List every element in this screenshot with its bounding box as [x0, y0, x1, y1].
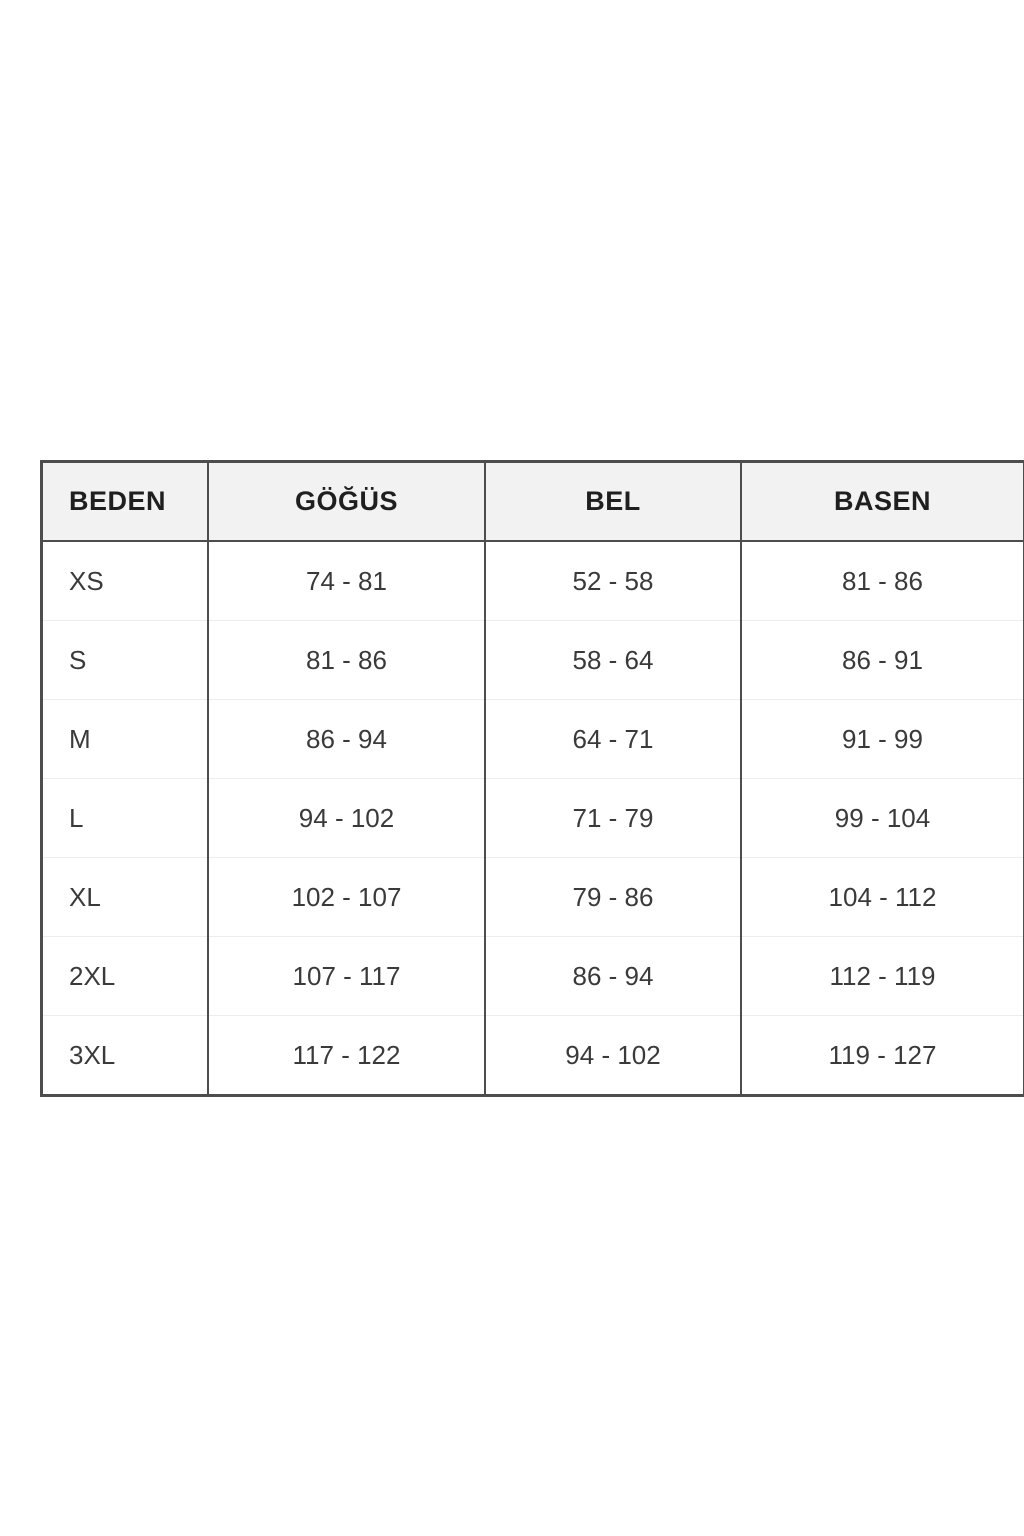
cell-hips: 119 - 127: [741, 1016, 1024, 1096]
size-chart-header: [42, 462, 1024, 542]
header-chest: GÖĞÜS: [208, 462, 485, 542]
cell-size: XL: [42, 858, 209, 937]
cell-chest: 86 - 94: [208, 700, 485, 779]
header-waist: BEL: [485, 462, 741, 542]
cell-waist: 71 - 79: [485, 779, 741, 858]
cell-hips: 112 - 119: [741, 937, 1024, 1016]
cell-hips: 99 - 104: [741, 779, 1024, 858]
table-row: [42, 700, 1024, 779]
header-size: BEDEN: [42, 462, 209, 542]
cell-chest: 102 - 107: [208, 858, 485, 937]
size-chart-table: [40, 460, 1024, 1097]
cell-waist: 94 - 102: [485, 1016, 741, 1096]
cell-size: 2XL: [42, 937, 209, 1016]
table-row: [42, 541, 1024, 621]
table-row: [42, 1016, 1024, 1096]
table-row: [42, 858, 1024, 937]
cell-size: S: [42, 621, 209, 700]
cell-size: M: [42, 700, 209, 779]
table-row: [42, 937, 1024, 1016]
cell-size: XS: [42, 541, 209, 621]
cell-hips: 104 - 112: [741, 858, 1024, 937]
size-chart-body: [42, 541, 1024, 1096]
cell-chest: 74 - 81: [208, 541, 485, 621]
cell-size: L: [42, 779, 209, 858]
cell-waist: 52 - 58: [485, 541, 741, 621]
cell-size: 3XL: [42, 1016, 209, 1096]
header-row: [42, 462, 1024, 542]
cell-chest: 107 - 117: [208, 937, 485, 1016]
cell-hips: 91 - 99: [741, 700, 1024, 779]
cell-waist: 86 - 94: [485, 937, 741, 1016]
cell-waist: 58 - 64: [485, 621, 741, 700]
header-hips: BASEN: [741, 462, 1024, 542]
cell-chest: 117 - 122: [208, 1016, 485, 1096]
cell-chest: 94 - 102: [208, 779, 485, 858]
cell-hips: 81 - 86: [741, 541, 1024, 621]
table-row: [42, 779, 1024, 858]
cell-chest: 81 - 86: [208, 621, 485, 700]
cell-waist: 64 - 71: [485, 700, 741, 779]
table-row: [42, 621, 1024, 700]
cell-hips: 86 - 91: [741, 621, 1024, 700]
cell-waist: 79 - 86: [485, 858, 741, 937]
